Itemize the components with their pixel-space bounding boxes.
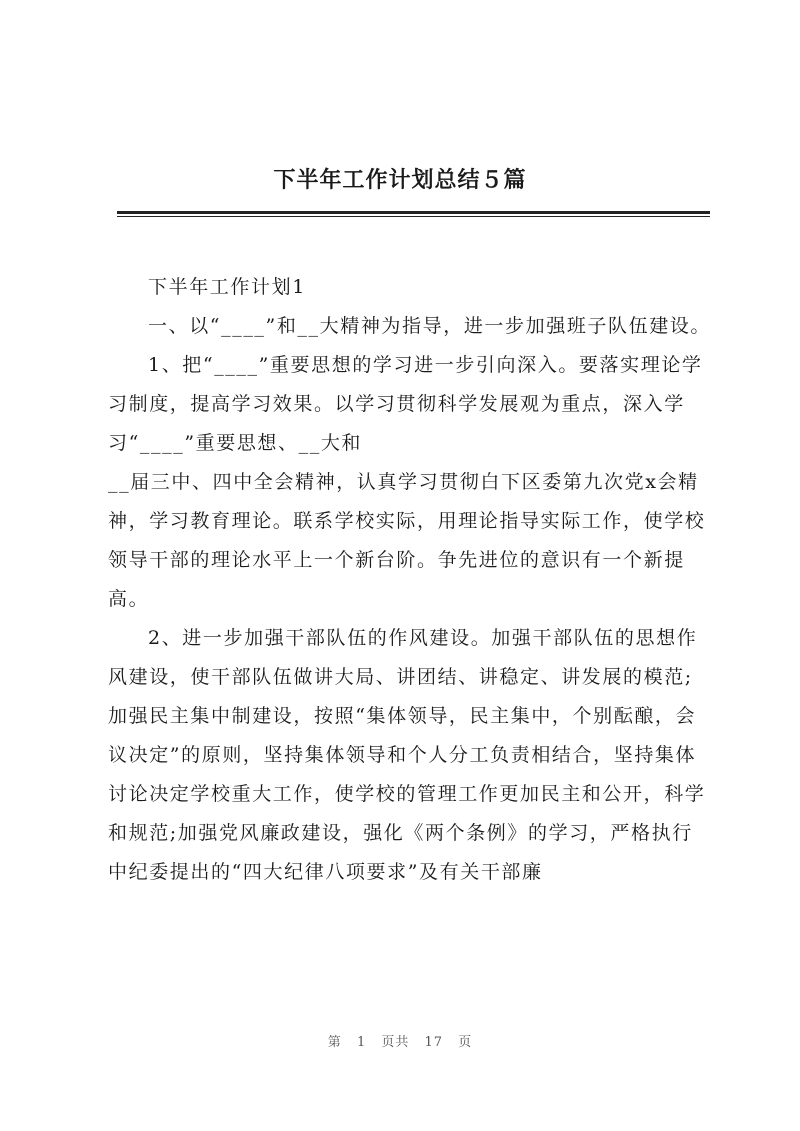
paragraph: 一、以“____”和__大精神为指导，进一步加强班子队伍建设。 — [148, 315, 712, 337]
footer-suffix: 页 — [458, 1035, 473, 1050]
page-footer — [0, 1031, 800, 1050]
paragraph: 2、进一步加强干部队伍的作风建设。加强干部队伍的思想作风建设，使干部队伍做讲大局、讲团结、讲稳定、讲发展的模范;加强民主集中制建设，按照“集体领导，民主集中，个别酝酿，会议决定”的原则，坚持集体领导和个人分工负责相结合，坚持集体讨论决定学校重大工作，使学校的管理工作更加民主和公开，科学和规范;加强党风廉政建设，强化《两个条例》的学习，严格执行中纪委提出的“四大纪律八项要求”及有关干部廉 — [108, 627, 706, 883]
title-rule-thin — [117, 216, 710, 217]
footer-mid: 页共 — [381, 1035, 410, 1050]
paragraph: __届三中、四中全会精神，认真学习贯彻白下区委第九次党x会精神，学习教育理论。联系学校实际，用理论指导实际工作，使学校领导干部的理论水平上一个新台阶。争先进位的意识有一个新提高。 — [108, 471, 706, 610]
footer-total-pages: 17 — [424, 1035, 444, 1050]
title-rule-thick — [117, 211, 710, 214]
footer-current-page: 1 — [356, 1035, 367, 1050]
footer-prefix: 第 — [327, 1035, 342, 1050]
paragraph: 1、把“____”重要思想的学习进一步引向深入。要落实理论学习制度，提高学习效果。以学习贯彻科学发展观为重点，深入学习“____”重要思想、__大和 — [108, 354, 703, 454]
section-heading: 下半年工作计划1 — [148, 276, 306, 298]
page-title: 下半年工作计划总结５篇 — [273, 168, 527, 193]
document-body — [108, 268, 713, 892]
